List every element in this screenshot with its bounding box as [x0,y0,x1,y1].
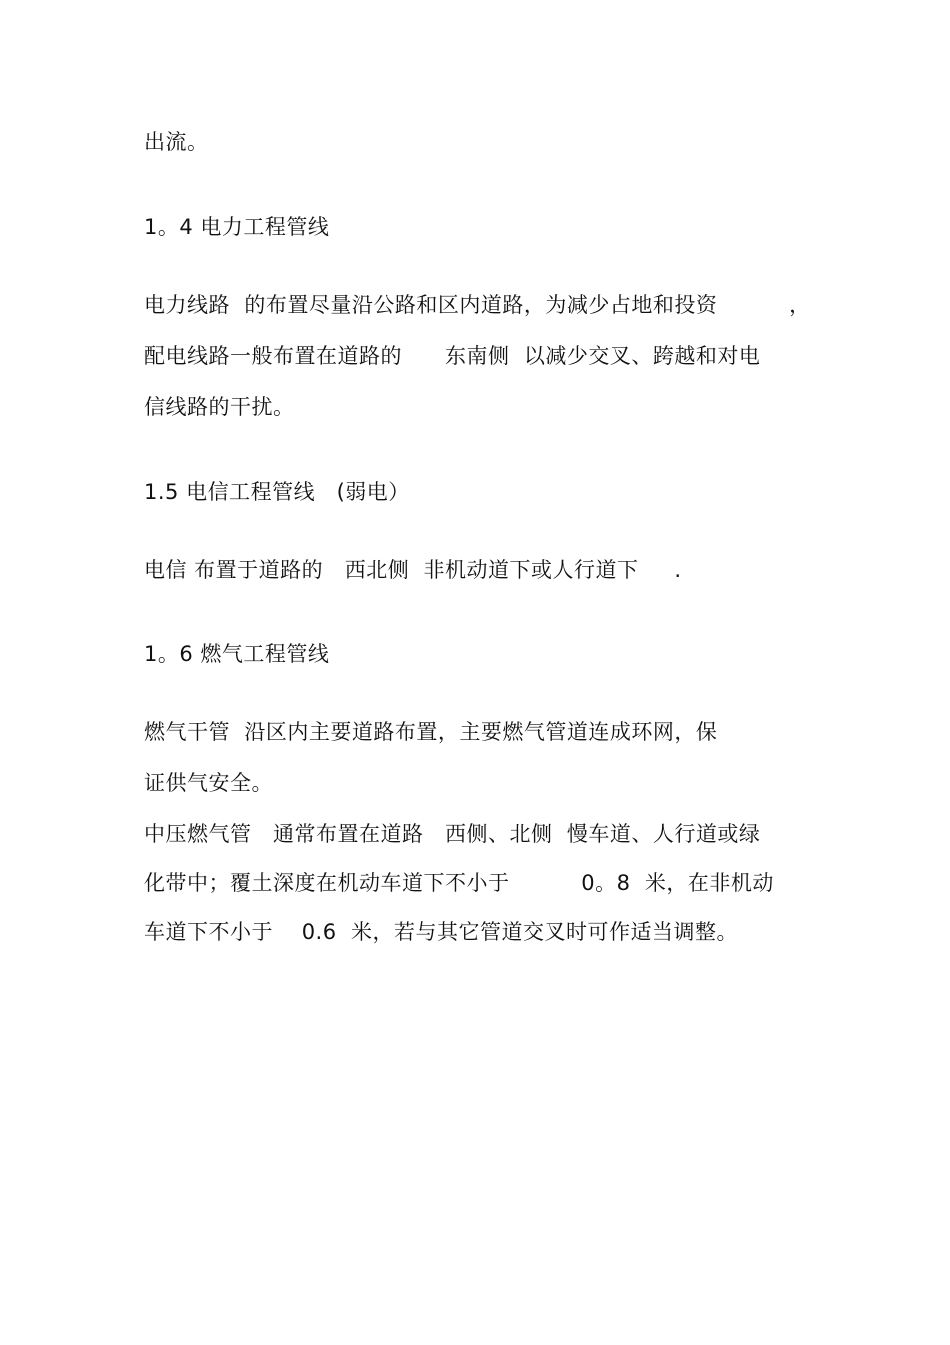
section-heading: 1。6 燃气工程管线 [144,642,330,666]
text-line: 燃气干管 沿区内主要道路布置，主要燃气管道连成环网，保 [144,720,718,744]
section-heading: 1。4 电力工程管线 [144,215,330,239]
text-line: 配电线路一般布置在道路的 东南侧 以减少交叉、跨越和对电 [144,344,761,368]
text-line: 信线路的干扰。 [144,395,295,419]
text-line: 中压燃气管 通常布置在道路 西侧、北侧 慢车道、人行道或绿 [144,822,761,846]
text-line: 出流。 [144,130,209,154]
text-line: 化带中；覆土深度在机动车道下不小于 0。8 米，在非机动 [144,871,774,895]
text-line: 电信 布置于道路的 西北侧 非机动道下或人行道下 . [144,558,682,582]
text-line: 车道下不小于 0.6 米，若与其它管道交叉时可作适当调整。 [144,920,738,944]
text-line: 证供气安全。 [144,771,273,795]
section-heading: 1.5 电信工程管线 (弱电） [144,480,410,504]
text-line: 电力线路 的布置尽量沿公路和区内道路，为减少占地和投资 ， [144,293,811,317]
